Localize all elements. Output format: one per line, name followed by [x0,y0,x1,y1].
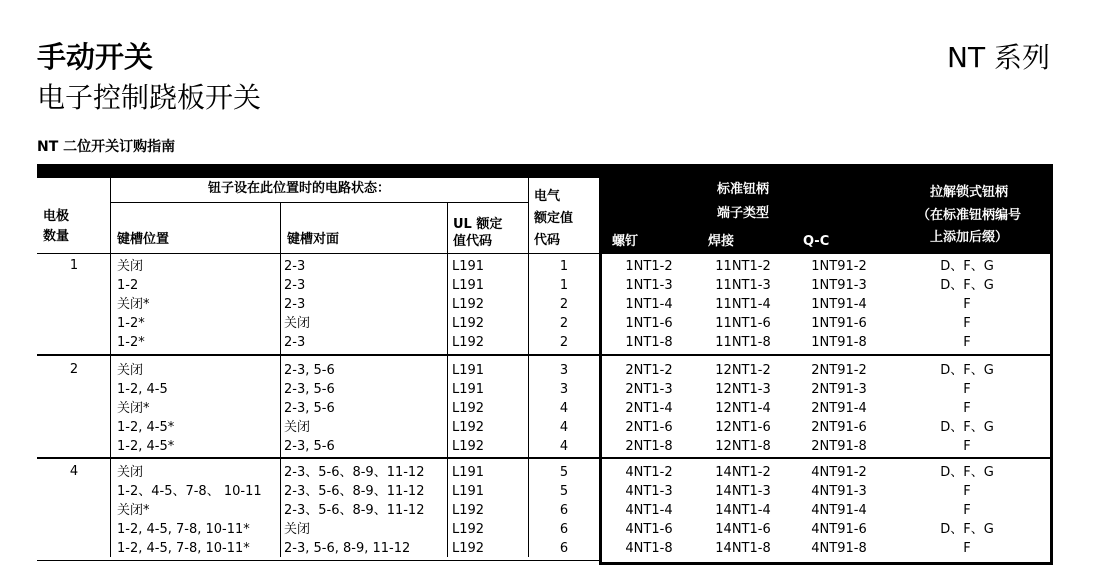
cell-qc: 4NT91-4 [811,503,867,518]
cell-rating: 3 [559,382,569,397]
header-lock-3: 上添加后缀） [929,230,1009,245]
cell-keyway: 1-2, 4-5, 7-8, 10-11* [117,522,250,537]
cell-ul: L191 [452,465,485,480]
cell-keyway: 关闭 [117,465,144,480]
page-title: 手动开关 [37,40,154,74]
col-divider-opposite [447,202,448,557]
cell-ul: L192 [452,439,485,454]
cell-keyway: 关闭* [117,297,150,312]
cell-solder: 14NT1-3 [715,484,771,499]
cell-solder: 14NT1-2 [715,465,771,480]
cell-keyway: 1-2 [117,278,139,293]
cell-qc: 2NT91-6 [811,420,867,435]
cell-keyway: 关闭 [117,259,144,274]
cell-ul: L191 [452,259,485,274]
cell-qc: 4NT91-8 [811,541,867,556]
header-circuit-group: 钮子设在此位置时的电路状态： [207,181,391,196]
cell-rating: 2 [559,335,569,350]
cell-ul: L192 [452,335,485,350]
header-rating-1: 电气 [534,189,561,204]
header-rating-2: 额定值 [534,211,574,226]
cell-solder: 11NT1-3 [715,278,771,293]
header-std-group-2: 端子类型 [716,206,770,221]
cell-poles: 1 [69,258,79,273]
group-header-divider [110,202,528,203]
cell-keyway: 1-2, 4-5* [117,420,175,435]
cell-solder: 12NT1-2 [715,363,771,378]
cell-qc: 2NT91-3 [811,382,867,397]
cell-solder: 11NT1-2 [715,259,771,274]
cell-lock: F [963,401,971,416]
cell-lock: F [963,382,971,397]
cell-rating: 1 [559,259,569,274]
cell-solder: 12NT1-4 [715,401,771,416]
cell-screw: 2NT1-3 [625,382,673,397]
cell-opposite: 2-3 [284,278,306,293]
cell-solder: 14NT1-6 [715,522,771,537]
cell-qc: 4NT91-3 [811,484,867,499]
cell-screw: 1NT1-6 [625,316,673,331]
cell-screw: 2NT1-8 [625,439,673,454]
header-lock-2: （在标准钮柄编号 [916,208,1022,223]
cell-lock: D、F、G [940,259,994,274]
cell-screw: 1NT1-2 [625,259,673,274]
cell-keyway: 关闭 [117,363,144,378]
cell-lock: D、F、G [940,465,994,480]
cell-qc: 2NT91-4 [811,401,867,416]
cell-keyway: 1-2, 4-5, 7-8, 10-11* [117,541,250,556]
header-poles-1: 电极 [43,209,70,224]
cell-ul: L192 [452,541,485,556]
cell-solder: 12NT1-6 [715,420,771,435]
cell-rating: 5 [559,484,569,499]
cell-qc: 1NT91-3 [811,278,867,293]
cell-opposite: 2-3、5-6、8-9、11-12 [284,484,425,499]
cell-lock: F [963,297,971,312]
cell-opposite: 2-3、5-6、8-9、11-12 [284,465,425,480]
cell-lock: D、F、G [940,522,994,537]
cell-solder: 12NT1-3 [715,382,771,397]
cell-opposite: 2-3 [284,335,306,350]
cell-rating: 3 [559,363,569,378]
cell-lock: F [963,541,971,556]
cell-ul: L192 [452,297,485,312]
cell-rating: 4 [559,439,569,454]
section-heading: NT 二位开关订购指南 [37,139,176,155]
cell-screw: 1NT1-8 [625,335,673,350]
cell-rating: 2 [559,297,569,312]
cell-screw: 4NT1-4 [625,503,673,518]
cell-poles: 2 [69,362,79,377]
header-ul-2: 值代码 [453,234,493,249]
header-screw: 螺钉 [612,234,639,249]
cell-opposite: 2-3 [284,259,306,274]
header-qc: Q-C [803,234,830,249]
cell-screw: 2NT1-6 [625,420,673,435]
cell-rating: 6 [559,541,569,556]
cell-opposite: 2-3 [284,297,306,312]
cell-keyway: 关闭* [117,503,150,518]
header-border [37,177,599,178]
cell-ul: L192 [452,316,485,331]
cell-keyway: 关闭* [117,401,150,416]
table-top-bar [37,164,1053,177]
cell-screw: 2NT1-4 [625,401,673,416]
cell-screw: 4NT1-2 [625,465,673,480]
table-bottom-line [37,560,599,561]
cell-opposite: 关闭 [284,420,311,435]
cell-lock: F [963,503,971,518]
cell-qc: 4NT91-6 [811,522,867,537]
col-divider-keyway [280,202,281,557]
cell-lock: D、F、G [940,420,994,435]
cell-ul: L191 [452,382,485,397]
header-std-group-1: 标准钮柄 [716,182,770,197]
cell-screw: 4NT1-8 [625,541,673,556]
cell-opposite: 2-3, 5-6, 8-9, 11-12 [284,541,411,556]
cell-ul: L192 [452,420,485,435]
header-bottom-line [37,253,599,254]
cell-solder: 11NT1-8 [715,335,771,350]
cell-rating: 4 [559,401,569,416]
cell-rating: 6 [559,522,569,537]
cell-opposite: 2-3, 5-6 [284,439,335,454]
header-opposite: 键槽对面 [287,232,340,247]
col-divider-ul [528,177,529,557]
cell-qc: 1NT91-2 [811,259,867,274]
cell-ul: L191 [452,363,485,378]
cell-lock: F [963,335,971,350]
cell-keyway: 1-2* [117,316,145,331]
cell-ul: L192 [452,503,485,518]
cell-rating: 1 [559,278,569,293]
cell-opposite: 2-3, 5-6 [284,382,335,397]
cell-lock: F [963,484,971,499]
cell-opposite: 2-3, 5-6 [284,401,335,416]
cell-screw: 4NT1-6 [625,522,673,537]
col-divider-poles [110,177,111,557]
cell-qc: 2NT91-2 [811,363,867,378]
cell-lock: F [963,439,971,454]
cell-solder: 14NT1-4 [715,503,771,518]
cell-lock: D、F、G [940,278,994,293]
cell-solder: 14NT1-8 [715,541,771,556]
cell-ul: L191 [452,484,485,499]
cell-poles: 4 [69,464,79,479]
cell-qc: 1NT91-4 [811,297,867,312]
cell-screw: 4NT1-3 [625,484,673,499]
cell-ul: L191 [452,278,485,293]
cell-solder: 11NT1-6 [715,316,771,331]
cell-opposite: 2-3, 5-6 [284,363,335,378]
page-subtitle: 电子控制跷板开关 [37,81,262,114]
cell-opposite: 关闭 [284,316,311,331]
cell-keyway: 1-2* [117,335,145,350]
cell-qc: 2NT91-8 [811,439,867,454]
cell-qc: 1NT91-6 [811,316,867,331]
header-ul-1: UL 额定 [453,217,503,232]
cell-solder: 11NT1-4 [715,297,771,312]
cell-screw: 1NT1-3 [625,278,673,293]
cell-screw: 1NT1-4 [625,297,673,312]
series-label: NT 系列 [947,41,1050,74]
cell-keyway: 1-2, 4-5* [117,439,175,454]
header-poles-2: 数量 [43,229,70,244]
cell-rating: 6 [559,503,569,518]
cell-opposite: 2-3、5-6、8-9、11-12 [284,503,425,518]
cell-ul: L192 [452,522,485,537]
header-keyway: 键槽位置 [117,232,170,247]
cell-screw: 2NT1-2 [625,363,673,378]
cell-rating: 5 [559,465,569,480]
cell-qc: 4NT91-2 [811,465,867,480]
header-rating-3: 代码 [534,233,561,248]
cell-keyway: 1-2、4-5、7-8、 10-11 [117,484,262,499]
cell-lock: F [963,316,971,331]
cell-keyway: 1-2, 4-5 [117,382,168,397]
cell-lock: D、F、G [940,363,994,378]
cell-qc: 1NT91-8 [811,335,867,350]
cell-solder: 12NT1-8 [715,439,771,454]
cell-rating: 2 [559,316,569,331]
cell-ul: L192 [452,401,485,416]
header-solder: 焊接 [708,234,735,249]
ordering-table [37,164,1053,563]
cell-opposite: 关闭 [284,522,311,537]
header-lock-1: 拉解锁式钮柄 [929,185,1009,200]
cell-rating: 4 [559,420,569,435]
